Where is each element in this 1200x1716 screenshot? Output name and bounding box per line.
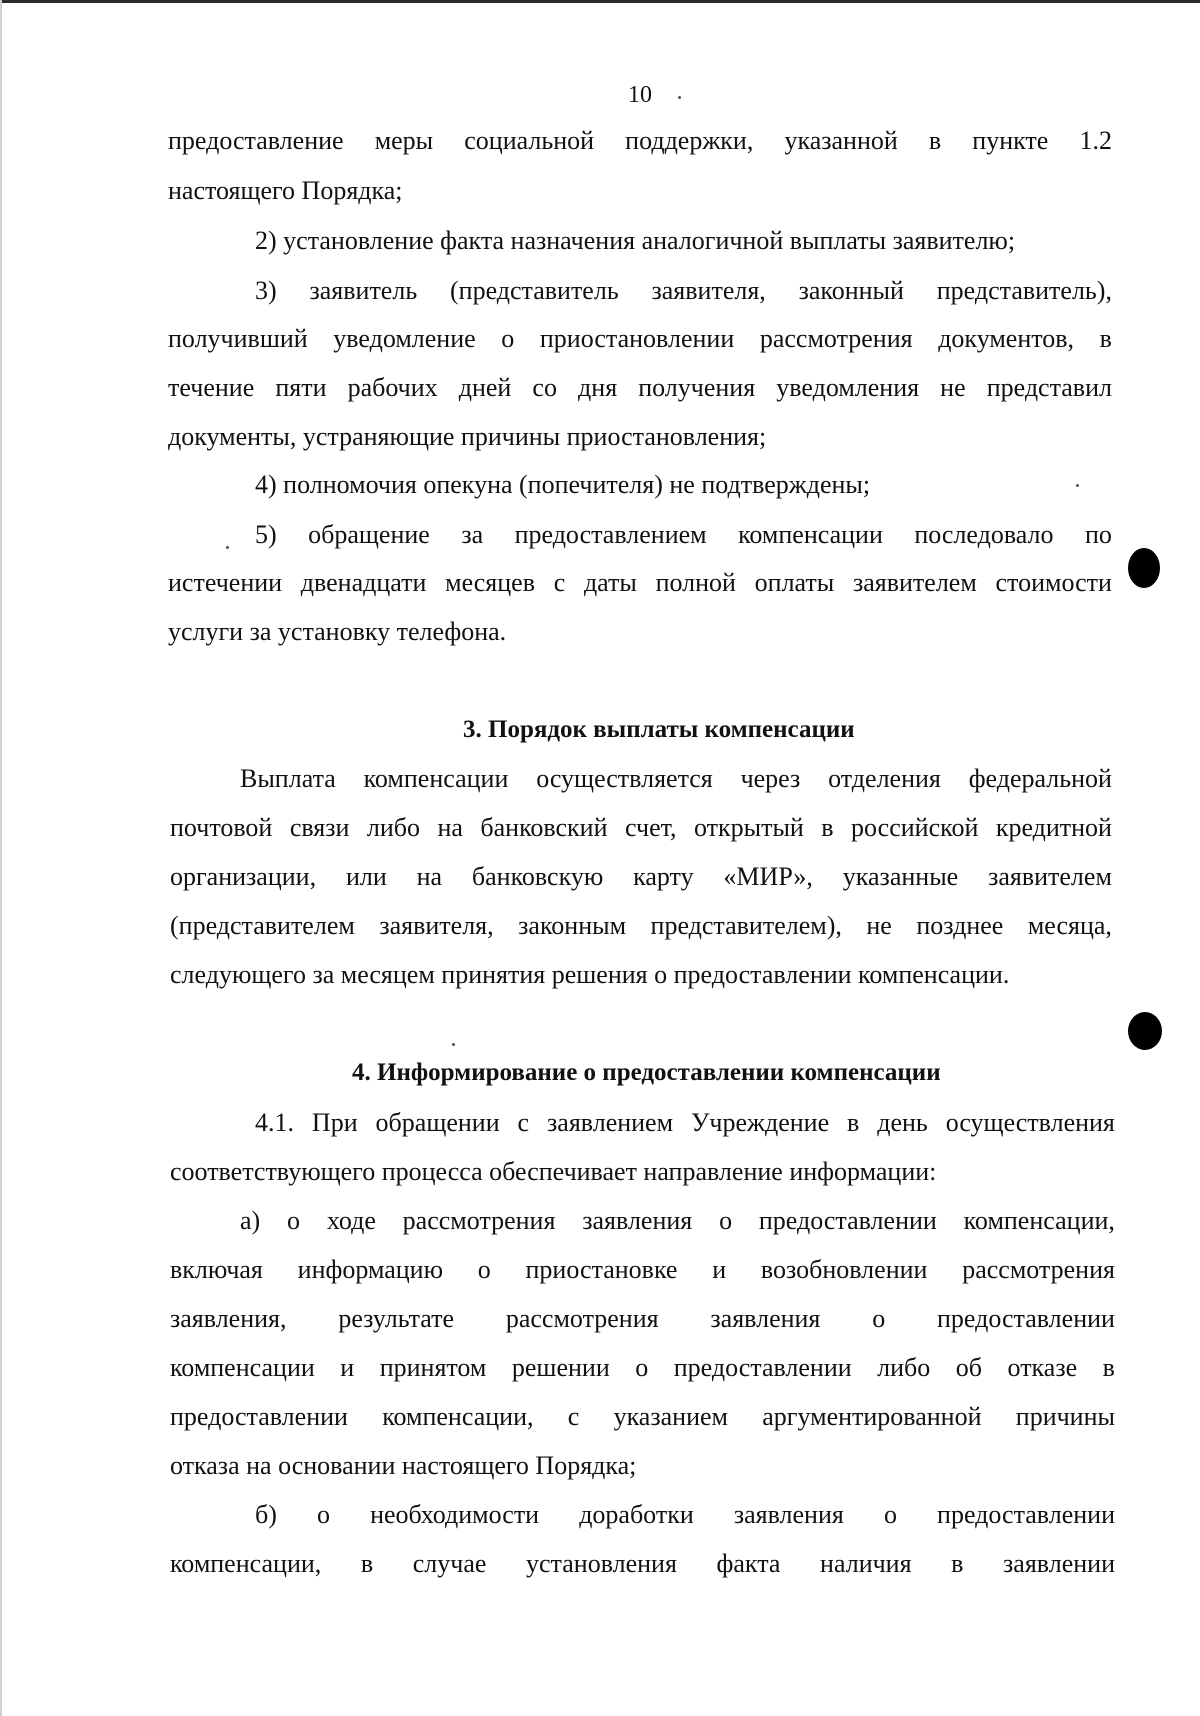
text-line: соответствующего процесса обеспечивает направление информации: xyxy=(170,1157,937,1186)
word: получения xyxy=(638,373,756,402)
word: При xyxy=(311,1108,358,1137)
text-line xyxy=(255,1502,1115,1528)
word: заявления xyxy=(582,1206,693,1235)
word: компенсации, xyxy=(963,1206,1115,1235)
word: рассмотрения xyxy=(402,1206,556,1235)
word: за xyxy=(461,520,484,549)
word: день xyxy=(877,1108,928,1137)
word: документов, xyxy=(938,324,1075,353)
word: решении xyxy=(511,1353,610,1382)
word: 1.2 xyxy=(1079,126,1112,155)
word: и xyxy=(712,1255,727,1284)
word: заявителя, xyxy=(379,911,494,940)
word: 4.1. xyxy=(255,1108,294,1137)
word: о xyxy=(287,1206,301,1235)
word: б) xyxy=(255,1500,277,1529)
text-line: следующего за месяцем принятия решения о предоставлении компенсации. xyxy=(170,960,1010,989)
word: возобновлении xyxy=(760,1255,928,1284)
text-line: услуги за установку телефона. xyxy=(168,617,507,646)
word: о xyxy=(872,1304,886,1333)
text-line xyxy=(170,913,1112,939)
word: факта xyxy=(716,1549,781,1578)
word: заявления, xyxy=(170,1304,287,1333)
word: установления xyxy=(526,1549,677,1578)
word: дней xyxy=(458,373,512,402)
word: случае xyxy=(412,1549,487,1578)
word: о xyxy=(501,324,515,353)
word: социальной xyxy=(464,126,595,155)
text-line xyxy=(255,1110,1115,1136)
scan-speck xyxy=(452,1043,455,1046)
word: организации, xyxy=(170,862,317,891)
word: в xyxy=(847,1108,860,1137)
text-line: настоящего Порядка; xyxy=(168,176,403,205)
text-line: отказа на основании настоящего Порядка; xyxy=(170,1451,637,1480)
scan-speck xyxy=(226,546,229,549)
word: либо xyxy=(877,1353,931,1382)
word: обращение xyxy=(308,520,430,549)
text-line xyxy=(170,815,1112,841)
word: получивший xyxy=(168,324,308,353)
section-heading: 3. Порядок выплаты компенсации xyxy=(463,716,855,743)
section-heading: 4. Информирование о предоставлении компенсации xyxy=(352,1059,941,1086)
word: заявитель xyxy=(309,276,418,305)
word: предоставлении xyxy=(170,1402,348,1431)
word: либо xyxy=(366,813,421,842)
word: истечении xyxy=(168,568,283,597)
scan-speck xyxy=(678,96,681,99)
word: рабочих xyxy=(347,373,438,402)
word: 5) xyxy=(255,520,277,549)
word: в xyxy=(821,813,834,842)
word: месяцев xyxy=(445,568,535,597)
text-line xyxy=(240,766,1112,792)
text-line xyxy=(240,1208,1115,1234)
punch-hole-mark xyxy=(1128,548,1160,588)
word: рассмотрения xyxy=(759,324,913,353)
text-line xyxy=(255,278,1112,304)
word: со xyxy=(532,373,557,402)
word: предоставлении xyxy=(937,1500,1115,1529)
word: заявления xyxy=(710,1304,821,1333)
word: федеральной xyxy=(968,764,1112,793)
word: а) xyxy=(240,1206,261,1235)
word: осуществления xyxy=(945,1108,1115,1137)
word: отказе xyxy=(1007,1353,1078,1382)
word: с xyxy=(567,1402,580,1431)
text-line xyxy=(168,326,1112,352)
punch-hole-mark xyxy=(1128,1012,1162,1050)
word: заявителя, xyxy=(651,276,766,305)
word: доработки xyxy=(579,1500,694,1529)
word: включая xyxy=(170,1255,263,1284)
word: предоставлении xyxy=(758,1206,937,1235)
text-line xyxy=(170,1257,1115,1283)
word: с xyxy=(517,1108,530,1137)
word: банковский xyxy=(480,813,608,842)
word: представитель), xyxy=(936,276,1112,305)
word: предоставление xyxy=(168,126,344,155)
word: или xyxy=(345,862,387,891)
word: даты xyxy=(583,568,637,597)
word: рассмотрения xyxy=(962,1255,1115,1284)
word: не xyxy=(866,911,892,940)
word: о xyxy=(719,1206,733,1235)
word: полной xyxy=(655,568,736,597)
word: заявителем xyxy=(988,862,1112,891)
text-line xyxy=(170,1551,1115,1577)
word: месяца, xyxy=(1027,911,1112,940)
word: (представителем xyxy=(170,911,355,940)
word: наличия xyxy=(820,1549,912,1578)
word: по xyxy=(1085,520,1112,549)
text-line xyxy=(170,1355,1115,1381)
word: предоставлении xyxy=(937,1304,1115,1333)
word: заявлением xyxy=(547,1108,674,1137)
text-line xyxy=(170,864,1112,890)
word: о xyxy=(883,1500,897,1529)
text-line: 4) полномочия опекуна (попечителя) не подтверждены; xyxy=(255,470,871,499)
scan-speck xyxy=(1076,484,1079,487)
word: 3) xyxy=(255,276,277,305)
word: в xyxy=(360,1549,374,1578)
word: поддержки, xyxy=(625,126,754,155)
word: Выплата xyxy=(240,764,336,793)
word: указанной xyxy=(784,126,898,155)
word: представителем), xyxy=(650,911,842,940)
word: в xyxy=(1102,1353,1115,1382)
word: ходе xyxy=(326,1206,376,1235)
word: позднее xyxy=(916,911,1004,940)
word: результате xyxy=(338,1304,455,1333)
word: банковскую xyxy=(471,862,604,891)
word: в xyxy=(1099,324,1112,353)
word: о xyxy=(477,1255,491,1284)
text-line xyxy=(168,128,1112,154)
word: приостановке xyxy=(525,1255,678,1284)
text-line xyxy=(168,375,1112,401)
word: счет, xyxy=(624,813,677,842)
word: уведомления xyxy=(776,373,920,402)
scan-left-edge xyxy=(0,0,2,1716)
word: компенсации xyxy=(170,1353,315,1382)
text-line xyxy=(255,522,1112,548)
word: пяти xyxy=(275,373,327,402)
word: течение xyxy=(168,373,255,402)
word: на xyxy=(437,813,463,842)
page-number: 10 xyxy=(628,82,652,108)
word: осуществляется xyxy=(536,764,713,793)
word: предоставлением xyxy=(514,520,707,549)
word: компенсации, xyxy=(170,1549,322,1578)
word: представил xyxy=(986,373,1112,402)
text-line xyxy=(168,570,1112,596)
word: компенсации xyxy=(363,764,509,793)
word: дня xyxy=(578,373,618,402)
word: о xyxy=(316,1500,330,1529)
word: приостановлении xyxy=(539,324,735,353)
word: через xyxy=(740,764,801,793)
word: указанные xyxy=(842,862,959,891)
word: уведомление xyxy=(333,324,476,353)
word: оплаты xyxy=(754,568,835,597)
word: российской xyxy=(851,813,979,842)
text-line: документы, устраняющие причины приостановления; xyxy=(168,422,767,451)
word: обращении xyxy=(375,1108,500,1137)
word: информацию xyxy=(297,1255,444,1284)
word: заявления xyxy=(733,1500,844,1529)
word: рассмотрения xyxy=(505,1304,659,1333)
word: карту xyxy=(633,862,694,891)
word: необходимости xyxy=(370,1500,540,1529)
word: о xyxy=(635,1353,649,1382)
scan-top-edge xyxy=(0,0,1200,3)
word: меры xyxy=(374,126,434,155)
word: аргументированной xyxy=(762,1402,982,1431)
word: кредитной xyxy=(995,813,1112,842)
word: «МИР», xyxy=(723,862,813,891)
word: почтовой xyxy=(170,813,273,842)
word: последовало xyxy=(914,520,1054,549)
word: открытый xyxy=(693,813,804,842)
word: пункте xyxy=(972,126,1049,155)
word: законный xyxy=(798,276,904,305)
word: (представитель xyxy=(450,276,619,305)
word: отделения xyxy=(828,764,941,793)
word: об xyxy=(955,1353,983,1382)
word: стоимости xyxy=(995,568,1112,597)
word: указанием xyxy=(613,1402,728,1431)
text-line xyxy=(170,1404,1115,1430)
word: связи xyxy=(289,813,350,842)
word: на xyxy=(416,862,443,891)
word: компенсации xyxy=(738,520,883,549)
word: не xyxy=(940,373,966,402)
word: с xyxy=(553,568,566,597)
word: заявлении xyxy=(1003,1549,1115,1578)
word: в xyxy=(951,1549,964,1578)
word: компенсации, xyxy=(382,1402,534,1431)
word: Учреждение xyxy=(690,1108,830,1137)
word: и xyxy=(340,1353,355,1382)
word: причины xyxy=(1015,1402,1115,1431)
word: двенадцати xyxy=(300,568,427,597)
word: в xyxy=(928,126,942,155)
word: предоставлении xyxy=(673,1353,852,1382)
word: законным xyxy=(518,911,627,940)
word: заявителем xyxy=(852,568,977,597)
text-line xyxy=(170,1306,1115,1332)
word: принятом xyxy=(379,1353,487,1382)
text-line: 2) установление факта назначения аналогичной выплаты заявителю; xyxy=(255,226,1016,255)
